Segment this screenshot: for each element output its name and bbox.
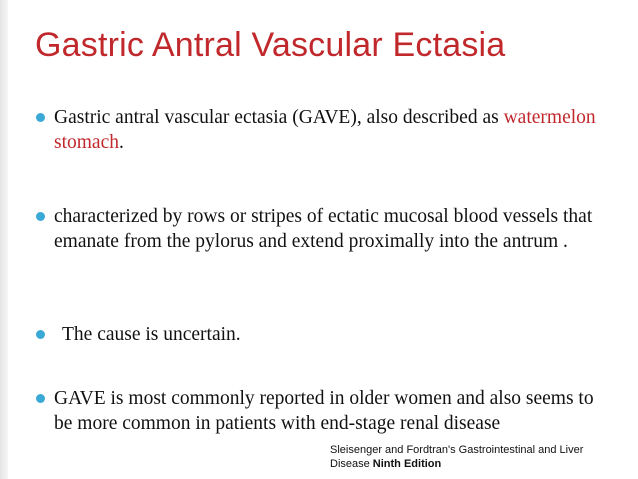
citation-edition: Ninth Edition xyxy=(372,458,442,470)
slide-left-border xyxy=(0,0,8,479)
slide-title: Gastric Antral Vascular Ectasia xyxy=(35,26,506,64)
bullet-dot-icon xyxy=(36,394,45,403)
bullet-item-1 xyxy=(36,105,596,155)
bullet-1-suffix: . xyxy=(118,132,124,153)
citation-line-2 xyxy=(330,457,583,471)
bullet-dot-icon xyxy=(36,330,45,339)
bullet-text-1 xyxy=(36,105,596,155)
bullet-item-4 xyxy=(36,386,596,436)
bullet-text-2: characterized by rows or stripes of ectatic mucosal blood vessels that emanate from the pylorus and extend proximally into the antrum . xyxy=(54,206,593,252)
citation-line-1: Sleisenger and Fordtran's Gastrointestinal and Liver xyxy=(330,444,584,456)
citation xyxy=(330,443,583,471)
bullet-item-2 xyxy=(36,204,596,254)
citation-line-2-prefix: Disease xyxy=(330,458,373,470)
bullet-text-3: The cause is uncertain. xyxy=(62,324,241,345)
bullet-text-4: GAVE is most commonly reported in older women and also seems to be more common in patients with end-stage renal disease xyxy=(54,388,594,434)
bullet-dot-icon xyxy=(36,212,45,221)
highlight-watermelon-stomach: watermelon stomach xyxy=(54,107,596,153)
bullet-dot-icon xyxy=(36,113,45,122)
bullet-item-3 xyxy=(36,322,596,347)
bullet-1-prefix: Gastric antral vascular ectasia (GAVE), also described as xyxy=(54,107,504,128)
